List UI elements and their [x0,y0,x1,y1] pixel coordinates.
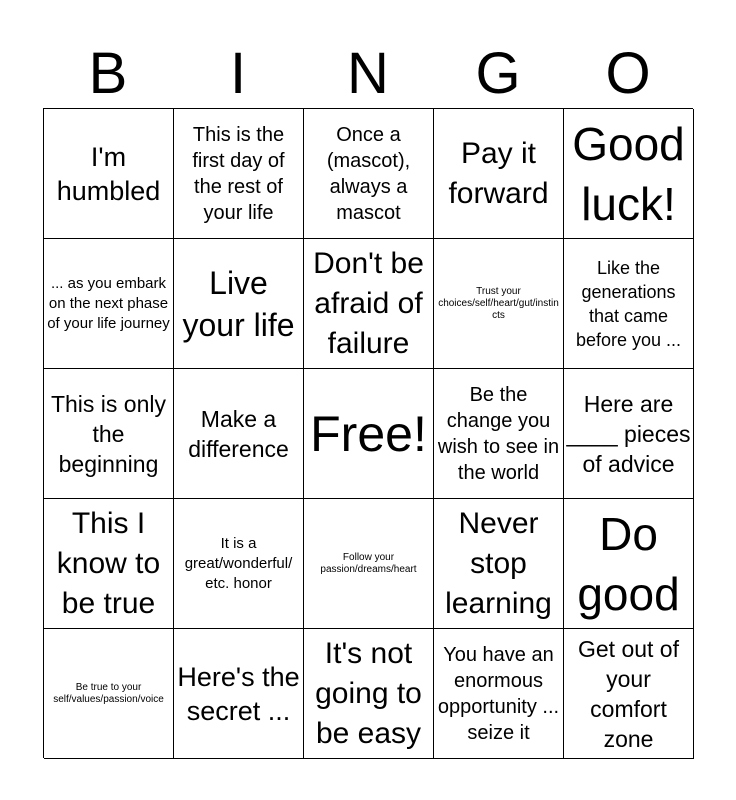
bingo-cell[interactable] [564,499,694,629]
bingo-cell[interactable] [564,239,694,369]
bingo-cell[interactable] [434,499,564,629]
bingo-cell-text: Be true to your self/values/passion/voice [53,681,164,705]
bingo-cell[interactable] [434,629,564,759]
bingo-cell[interactable] [174,499,304,629]
bingo-cell[interactable] [304,629,434,759]
bingo-cell-text: Free! [310,405,427,462]
header-letter-g: G [475,41,521,106]
bingo-cell-text: Like the generations that came before you ... [575,257,682,350]
bingo-cell-text: Do good [577,507,680,620]
bingo-cell-text: Here are ____ pieces of advice [566,390,691,477]
bingo-cell[interactable] [434,239,564,369]
bingo-cell-text: This is the first day of the rest of your life [192,123,285,224]
bingo-cell[interactable] [44,109,174,239]
bingo-cell-text: Don't be afraid of failure [313,246,424,360]
bingo-cell-text: Get out of your comfort zone [577,635,679,752]
bingo-cell[interactable] [434,109,564,239]
bingo-cell[interactable] [174,239,304,369]
bingo-cell-text: Live your life [182,264,295,343]
bingo-cell-text: It's not going to be easy [315,636,422,750]
bingo-header [43,40,693,108]
bingo-cell-text: Trust your choices/self/heart/gut/instincts [438,285,559,321]
bingo-cell[interactable] [44,499,174,629]
bingo-cell-text: Never stop learning [445,506,552,620]
bingo-grid [43,108,693,758]
bingo-cell[interactable] [174,369,304,499]
bingo-cell[interactable] [564,629,694,759]
bingo-cell[interactable] [564,109,694,239]
bingo-cell[interactable] [304,239,434,369]
header-letter-b: B [88,41,128,106]
bingo-cell-text: It is a great/wonderful/ etc. honor [184,534,293,592]
bingo-cell[interactable] [304,369,434,499]
bingo-cell-text: Be the change you wish to see in the world [437,383,560,484]
bingo-cell-text: ... as you embark on the next phase of your life journey [47,274,170,332]
bingo-cell[interactable] [44,629,174,759]
bingo-cell-text: Pay it forward [448,136,549,210]
bingo-cell[interactable] [304,499,434,629]
bingo-cell-text: I'm humbled [56,141,161,206]
bingo-cell[interactable] [304,109,434,239]
bingo-cell[interactable] [564,369,694,499]
bingo-cell[interactable] [44,239,174,369]
bingo-cell-text: Follow your passion/dreams/heart [320,551,417,575]
bingo-cell[interactable] [434,369,564,499]
bingo-cell-text: Good luck! [572,117,685,230]
bingo-cell-text: This is only the beginning [50,390,167,477]
header-letter-i: I [229,41,247,106]
bingo-cell-text: Once a (mascot), always a mascot [326,123,411,224]
bingo-cell-text: Here's the secret ... [177,661,300,726]
bingo-cell-text: You have an enormous opportunity ... seize it [437,643,560,744]
bingo-cell[interactable] [44,369,174,499]
header-letter-n: N [347,41,389,106]
header-letter-o: O [605,41,651,106]
bingo-cell[interactable] [174,109,304,239]
bingo-cell[interactable] [174,629,304,759]
bingo-cell-text: This I know to be true [56,506,161,620]
bingo-cell-text: Make a difference [188,405,289,462]
